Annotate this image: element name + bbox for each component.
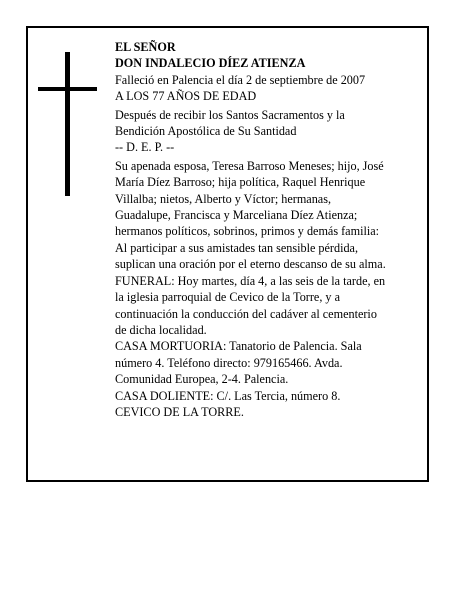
funeral-line: la iglesia parroquial de Cevico de la Torre, y a xyxy=(115,290,340,305)
casa-doliente-line: CEVICO DE LA TORRE. xyxy=(115,404,244,419)
funeral-line: continuación la conducción del cadáver al cementerio xyxy=(115,306,377,321)
rip-line: -- D. E. P. -- xyxy=(115,140,175,155)
casa-mortuoria-line: CASA MORTUORIA: Tanatorio de Palencia. Sala xyxy=(115,339,362,354)
family-line: María Díez Barroso; hija política, Raquel Henrique xyxy=(115,175,366,190)
death-statement: Falleció en Palencia el día 2 de septiembre de 2007 xyxy=(115,72,366,87)
deceased-title: EL SEÑOR xyxy=(115,40,176,54)
request-line: suplican una oración por el eterno descanso de su alma. xyxy=(115,257,386,272)
funeral-line: de dicha localidad. xyxy=(115,322,207,337)
casa-mortuoria-line: Comunidad Europea, 2-4. Palencia. xyxy=(115,372,289,387)
casa-mortuoria-paragraph xyxy=(115,338,425,387)
deceased-name: DON INDALECIO DÍEZ ATIENZA xyxy=(115,56,306,71)
sacraments-line: Bendición Apostólica de Su Santidad xyxy=(115,124,297,139)
age-statement: A LOS 77 AÑOS DE EDAD xyxy=(115,89,257,104)
funeral-line: FUNERAL: Hoy martes, día 4, a las seis de la tarde, en xyxy=(115,273,386,288)
request-paragraph xyxy=(115,240,425,273)
funeral-paragraph xyxy=(115,273,425,339)
casa-doliente-paragraph xyxy=(115,388,425,421)
casa-mortuoria-line: número 4. Teléfono directo: 979165466. Avda. xyxy=(115,355,343,370)
family-line: Villalba; nietos, Alberto y Víctor; hermanas, xyxy=(115,191,331,206)
family-paragraph xyxy=(115,158,425,240)
family-line: hermanos políticos, sobrinos, primos y demás familia: xyxy=(115,224,380,239)
sacraments-paragraph xyxy=(115,107,425,140)
family-line: Guadalupe, Francisca y Marceliana Díez Atienza; xyxy=(115,208,358,223)
sacraments-line: Después de recibir los Santos Sacramentos y la xyxy=(115,107,345,122)
cross-icon-bar xyxy=(38,87,97,91)
casa-doliente-line: CASA DOLIENTE: C/. Las Tercia, número 8. xyxy=(115,388,341,403)
obituary-text xyxy=(115,39,425,420)
family-line: Su apenada esposa, Teresa Barroso Meneses; hijo, José xyxy=(115,158,384,173)
cross-icon xyxy=(65,52,70,196)
request-line: Al participar a sus amistades tan sensible pérdida, xyxy=(115,240,359,255)
